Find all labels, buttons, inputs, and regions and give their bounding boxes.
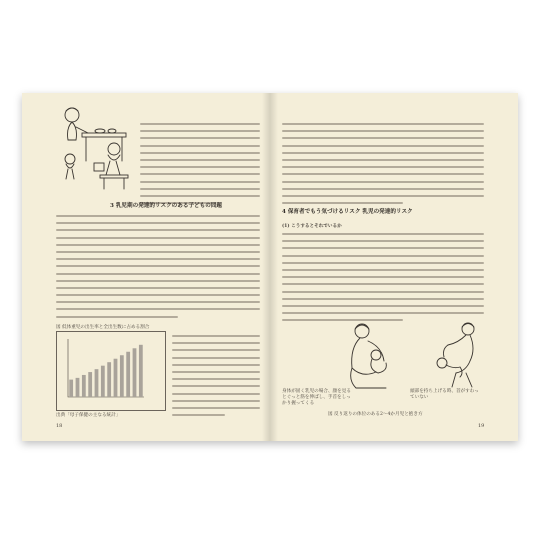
right-body-text: [282, 233, 484, 326]
right-section-heading: 4 保育者でもう気づけるリスク 乳児の発達的リスク: [282, 209, 413, 215]
chart-bar: [101, 366, 105, 397]
right-sub-heading: (1) こうするとそれでいるか: [282, 224, 342, 229]
right-page: [270, 93, 518, 441]
figure-title: 図 低体重児の出生率と全出生数に占める割合: [56, 325, 150, 330]
chart-bar: [88, 372, 92, 397]
chart-bar: [133, 348, 137, 397]
right-figure-caption: 図 反り返りの体位のある2〜4か月児と抱き方: [328, 412, 423, 417]
chart-bar: [126, 352, 130, 397]
right-top-text: [282, 123, 484, 209]
book-gutter: [262, 93, 278, 441]
chart-bar: [107, 362, 111, 397]
chart-bar: [114, 359, 118, 397]
chart-bar: [139, 345, 143, 397]
chart-bar: [76, 378, 80, 397]
caption-right: 頭部を持ち上げる時、首がすわっていない: [410, 389, 479, 400]
chart-bar: [120, 355, 124, 397]
low-birthweight-bar-chart: [58, 333, 162, 407]
left-intro-text: [140, 123, 260, 209]
children-eating-illustration: [56, 101, 134, 199]
left-body-text: [56, 215, 260, 323]
chart-bar: [82, 375, 86, 397]
caption-left: 身体が固く乳児の場合、顔を見るとぐっと筋を伸ばし、手首をしっかり握ってくる: [282, 389, 351, 406]
left-page-number: 18: [56, 423, 63, 429]
right-page-number: 19: [478, 423, 485, 429]
figure-source: 出典「母子保健の主なる統計」: [56, 413, 121, 418]
chart-bar: [95, 369, 99, 397]
left-figure-side-text: [172, 335, 260, 421]
mother-holding-infant-illustration: [340, 321, 400, 391]
book-spread: [22, 93, 518, 441]
chart-bar: [69, 380, 73, 397]
left-section-heading: 3 乳児期の発達的リスクのある子どもの問題: [110, 203, 223, 209]
adult-lifting-baby-illustration: [420, 319, 490, 391]
left-page: [22, 93, 270, 441]
